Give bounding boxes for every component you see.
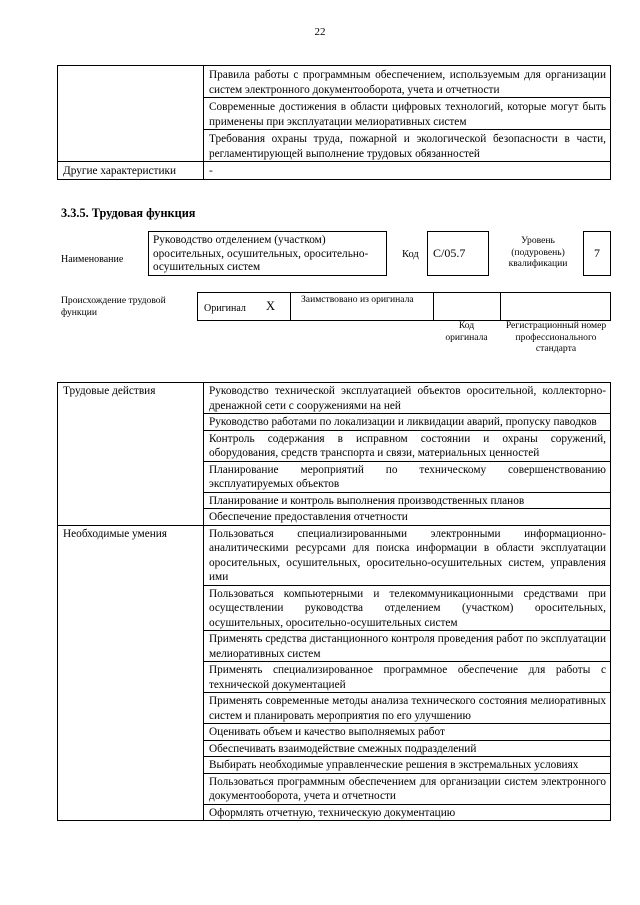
name-label: Наименование xyxy=(61,254,124,265)
table-cell: Оформлять отчетную, техническую документацию xyxy=(204,804,611,821)
table-cell: Руководство работами по локализации и ликвидации аварий, пропуску паводков xyxy=(204,414,611,431)
level-label: Уровень (подуровень) квалификации xyxy=(508,235,568,269)
qualification-level: 7 xyxy=(583,231,611,276)
actions-table xyxy=(57,382,611,821)
table-cell: Требования охраны труда, пожарной и экологической безопасности в части, регламентирующей выполнение трудовых обязанностей xyxy=(204,130,611,162)
table-cell: Пользоваться компьютерными и телекоммуникационными средствами при осуществлении руководства отделением (участком) оросительных, осушительных, оросительно-осушительных систем xyxy=(204,585,611,631)
table-cell: Планирование мероприятий по техническому совершенствованию эксплуатируемых объектов xyxy=(204,461,611,492)
table-cell: Обеспечение предоставления отчетности xyxy=(204,509,611,526)
section-heading: 3.3.5. Трудовая функция xyxy=(61,206,196,220)
table-cell: Применять современные методы анализа технического состояния мелиоративных систем и планировать мероприятия по его улучшению xyxy=(204,693,611,724)
table-cell: Применять средства дистанционного контроля проведения работ по эксплуатации мелиоративных систем xyxy=(204,631,611,662)
table-cell: Выбирать необходимые управленческие решения в экстремальных условиях xyxy=(204,757,611,774)
table-cell: Контроль содержания в исправном состоянии и охраны соружений, оборудования, средств транспорта и связи, материальных ценностей xyxy=(204,430,611,461)
table-cell: Современные достижения в области цифровых технологий, которые могут быть применены при эксплуатации мелиоративных систем xyxy=(204,98,611,130)
origin-divider xyxy=(500,293,501,320)
table-cell: Пользоваться специализированными электронными информационно-аналитическими ресурсами для поиска информации в области эксплуатации оросительных, осушительных, оросительно-осушительных систем, управления ими xyxy=(204,525,611,585)
borrowed-label: Заимствовано из оригинала xyxy=(301,294,414,305)
knowledge-table xyxy=(57,65,611,180)
origin-label: Происхождение трудовой функции xyxy=(61,295,166,318)
group-label: Необходимые умения xyxy=(58,525,204,821)
origin-divider xyxy=(433,293,434,320)
table-cell: - xyxy=(204,162,611,180)
table-cell: Пользоваться программным обеспечением для организации систем электронного документооборота, учета и отчетности xyxy=(204,773,611,804)
origin-divider xyxy=(290,293,291,320)
table-cell: Руководство технической эксплуатацией объектов оросительной, коллекторно-дренажной сети с сооружениями на ней xyxy=(204,383,611,414)
table-cell: Оценивать объем и качество выполняемых работ xyxy=(204,724,611,741)
row-label: Другие характеристики xyxy=(58,162,204,180)
original-label: Оригинал xyxy=(204,303,246,314)
function-name: Руководство отделением (участком) оросительных, осушительных, оросительно-осушительных систем xyxy=(148,231,387,276)
page-number: 22 xyxy=(314,26,326,38)
function-code: C/05.7 xyxy=(427,231,489,276)
group-label: Трудовые действия xyxy=(58,383,204,526)
reg-caption: Регистрационный номер профессионального стандарта xyxy=(505,320,607,354)
original-mark: X xyxy=(266,299,276,313)
table-cell: Правила работы с программным обеспечением, используемым для организации систем электронного документооборота, учета и отчетности xyxy=(204,66,611,98)
table-cell: Применять специализированное программное обеспечение для работы с технической документацией xyxy=(204,662,611,693)
code-label: Код xyxy=(402,249,419,260)
table-cell: Обеспечивать взаимодействие смежных подразделений xyxy=(204,740,611,757)
table-cell: Планирование и контроль выполнения производственных планов xyxy=(204,492,611,509)
code-caption: Код оригинала xyxy=(445,320,488,343)
row-label xyxy=(58,66,204,162)
